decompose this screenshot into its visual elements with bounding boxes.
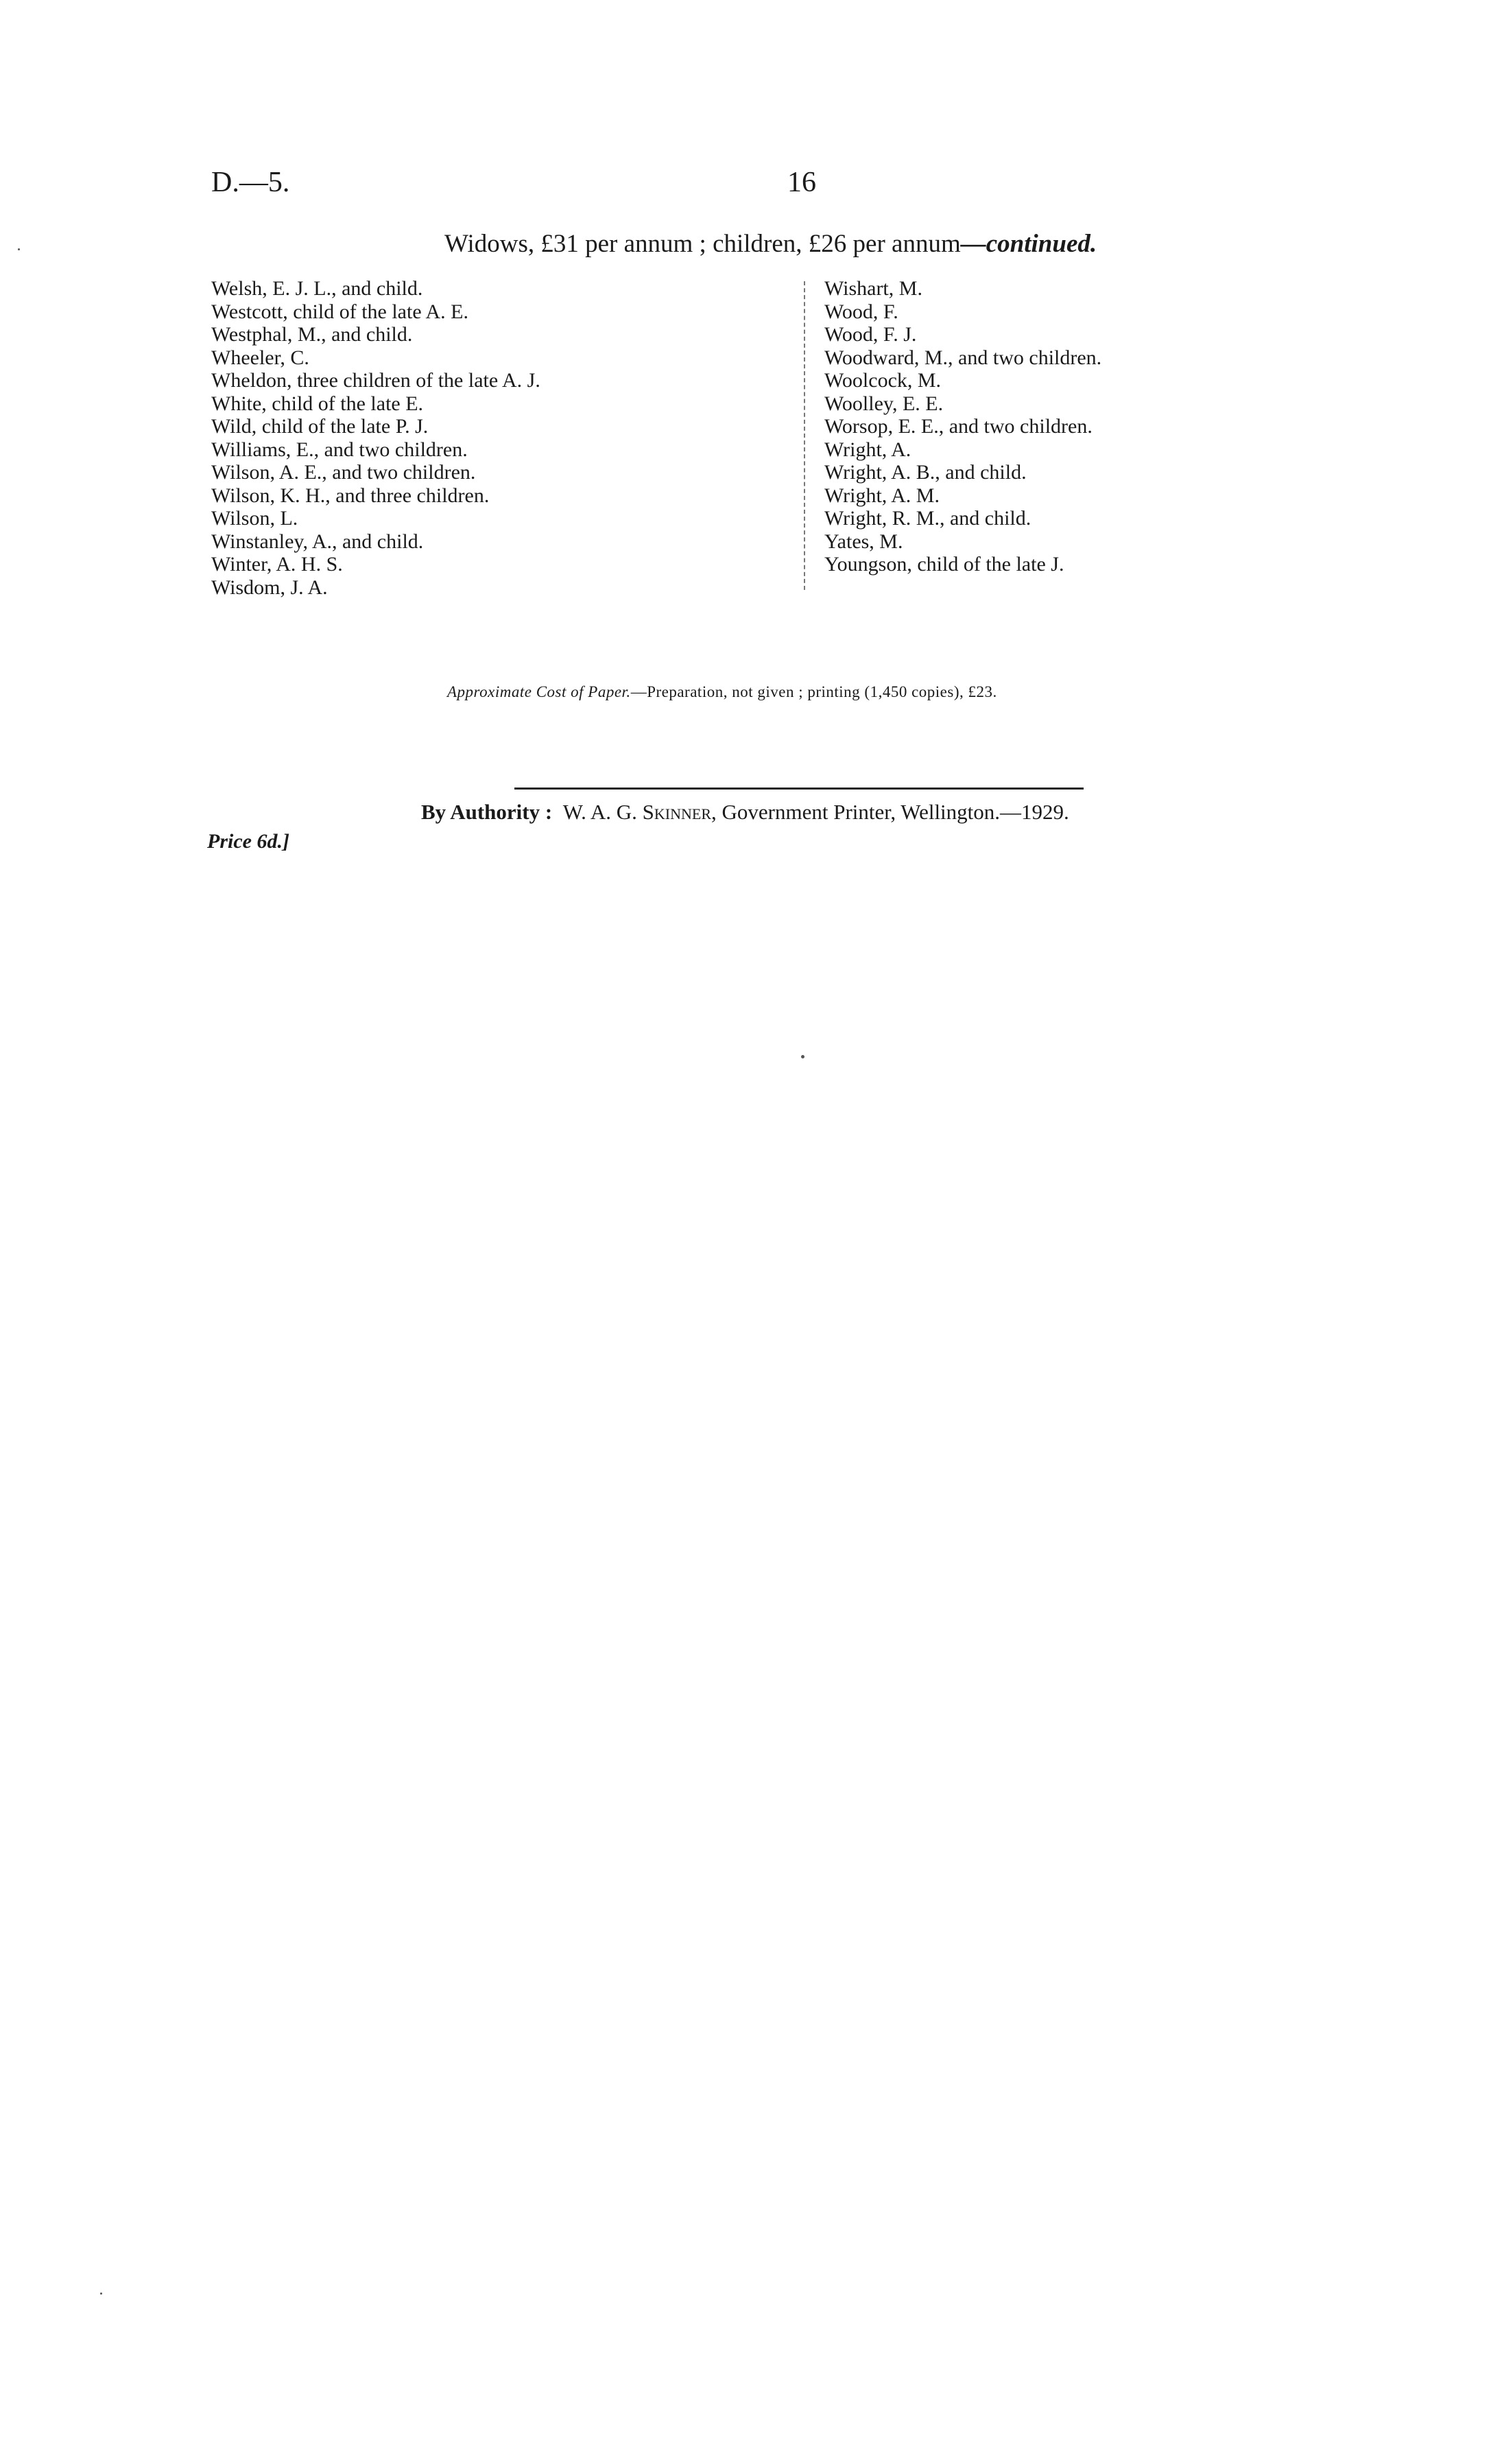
left-name-list bbox=[211, 277, 540, 599]
list-item: Wilson, L. bbox=[211, 507, 298, 530]
list-item: Winter, A. H. S. bbox=[211, 553, 343, 576]
list-item: Woolley, E. E. bbox=[824, 392, 944, 415]
cost-note bbox=[447, 683, 997, 701]
price-note: Price 6d.] bbox=[207, 830, 289, 853]
list-item: Yates, M. bbox=[824, 530, 903, 553]
right-name-list bbox=[824, 277, 1101, 576]
list-item: Wright, A. B., and child. bbox=[824, 461, 1027, 484]
list-item: Westphal, M., and child. bbox=[211, 323, 413, 346]
list-item: Welsh, E. J. L., and child. bbox=[211, 277, 423, 300]
cost-note-label: Approximate Cost of Paper. bbox=[447, 683, 631, 700]
list-item: Wishart, M. bbox=[824, 277, 922, 300]
column-divider bbox=[804, 281, 805, 590]
list-item: Wright, A. M. bbox=[824, 484, 940, 507]
imprint-rest: , Government Printer, Wellington.—1929. bbox=[711, 800, 1069, 824]
list-item: Wheldon, three children of the late A. J. bbox=[211, 369, 540, 392]
list-item: Westcott, child of the late A. E. bbox=[211, 300, 468, 323]
scan-speck bbox=[801, 1055, 804, 1058]
page-reference: D.—5. bbox=[211, 167, 290, 198]
imprint-lead: By Authority : bbox=[421, 800, 553, 824]
list-item: White, child of the late E. bbox=[211, 392, 424, 415]
scan-speck bbox=[100, 2293, 102, 2295]
section-heading bbox=[444, 229, 1097, 259]
list-item: Youngson, child of the late J. bbox=[824, 553, 1064, 576]
printer-imprint bbox=[421, 800, 1069, 825]
list-item: Wilson, A. E., and two children. bbox=[211, 461, 476, 484]
list-item: Woodward, M., and two children. bbox=[824, 346, 1102, 369]
list-item: Wood, F. bbox=[824, 300, 898, 323]
list-item: Winstanley, A., and child. bbox=[211, 530, 424, 553]
list-item: Wright, A. bbox=[824, 438, 911, 461]
list-item: Woolcock, M. bbox=[824, 369, 942, 392]
scan-speck bbox=[18, 248, 20, 250]
section-heading-continued: —continued. bbox=[960, 230, 1097, 258]
cost-note-text: —Preparation, not given ; printing (1,450 copies), £23. bbox=[630, 683, 997, 700]
section-heading-text: Widows, £31 per annum ; children, £26 per annum bbox=[444, 230, 961, 258]
list-item: Williams, E., and two children. bbox=[211, 438, 468, 461]
printer-initials: W. A. G. bbox=[562, 800, 637, 824]
horizontal-rule bbox=[514, 787, 1084, 790]
list-item: Worsop, E. E., and two children. bbox=[824, 415, 1093, 438]
list-item: Wisdom, J. A. bbox=[211, 576, 328, 599]
list-item: Wilson, K. H., and three children. bbox=[211, 484, 490, 507]
list-item: Wheeler, C. bbox=[211, 346, 309, 369]
list-item: Wright, R. M., and child. bbox=[824, 507, 1031, 530]
list-item: Wood, F. J. bbox=[824, 323, 917, 346]
list-item: Wild, child of the late P. J. bbox=[211, 415, 429, 438]
page-number: 16 bbox=[787, 167, 816, 198]
printer-surname: Skinner bbox=[642, 800, 712, 824]
